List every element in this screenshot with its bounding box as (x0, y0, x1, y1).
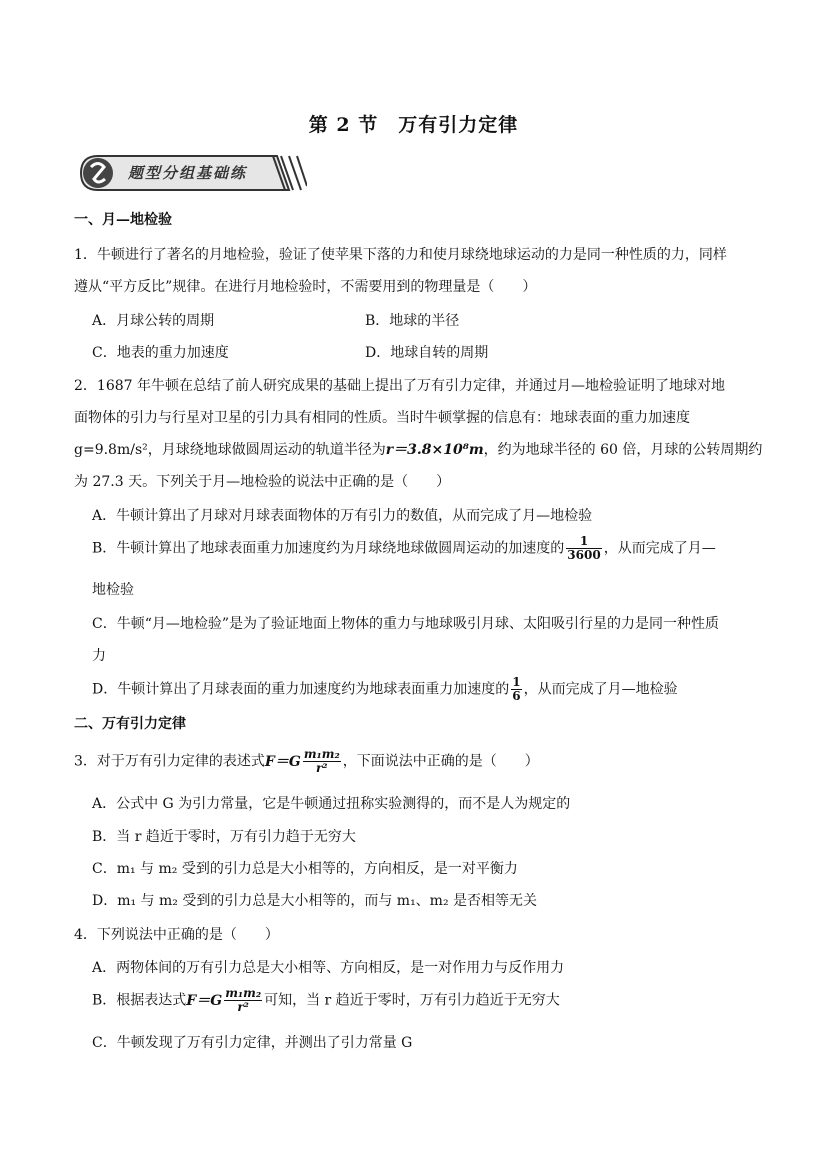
q2-fraction-1-3600 (566, 535, 601, 562)
q3-stem (74, 748, 539, 775)
formula-fraction (303, 748, 341, 775)
fraction-denominator: r² (237, 1000, 249, 1014)
q3-gravitation-formula (264, 747, 343, 775)
formula-left: F＝G (186, 992, 223, 1009)
q3-option-c: C．m₁ 与 m₂ 受到的引力总是大小相等的，方向相反，是一对平衡力 (92, 861, 518, 877)
q2-option-c-line1: C．牛顿“月—地检验”是为了验证地面上物体的重力与地球吸引月球、太阳吸引行星的力是同一种性质 (92, 616, 720, 632)
formula-left: F＝G (264, 753, 301, 770)
q2-line4: 为 27.3 天。下列关于月—地检验的说法中正确的是（ ） (74, 474, 451, 490)
q1-line2: 遵从“平方反比”规律。在进行月地检验时，不需要用到的物理量是（ ） (74, 279, 537, 295)
q3-option-b: B．当 r 趋近于零时，万有引力趋于无穷大 (92, 829, 356, 845)
q1-option-c: C．地表的重力加速度 (92, 345, 229, 361)
q4-option-a: A．两物体间的万有引力总是大小相等、方向相反，是一对作用力与反作用力 (92, 960, 565, 976)
section-heading-2: 二、万有引力定律 (74, 716, 186, 732)
q1-option-d: D．地球自转的周期 (365, 345, 489, 361)
q2-option-b-post: ，从而完成了月— (603, 540, 716, 557)
fraction-numerator: m₁m₂ (303, 747, 340, 761)
q2-line3-pre: g=9.8m/s²，月球绕地球做圆周运动的轨道半径为 (74, 442, 386, 458)
q4-option-c: C．牛顿发现了万有引力定律，并测出了引力常量 G (92, 1035, 413, 1051)
banner-label: 题型分组基础练 (128, 164, 248, 182)
q1-line1: 1．牛顿进行了著名的月地检验，验证了使苹果下落的力和使月球绕地球运动的力是同一种性质的力，同样 (74, 247, 727, 263)
q3-stem-post: ，下面说法中正确的是（ ） (342, 753, 539, 770)
q2-orbit-radius-formula: r＝3.8×10⁸m (385, 442, 484, 458)
q4-option-b (92, 987, 560, 1014)
q2-option-b-pre: B．牛顿计算出了地球表面重力加速度约为月球绕地球做圆周运动的加速度的 (92, 540, 565, 557)
fraction-denominator: 6 (512, 689, 521, 703)
q2-option-b-line2: 地检验 (92, 582, 134, 598)
q2-option-d-post: ，从而完成了月—地检验 (523, 681, 678, 698)
fraction-numerator: 1 (566, 535, 601, 549)
q2-line1: 2．1687 年牛顿在总结了前人研究成果的基础上提出了万有引力定律，并通过月—地检验证明了地球对地 (74, 378, 725, 394)
q4-gravitation-formula (186, 986, 264, 1014)
q2-option-d (92, 676, 678, 703)
q3-option-d: D．m₁ 与 m₂ 受到的引力总是大小相等的，而与 m₁、m₂ 是否相等无关 (92, 893, 538, 909)
q2-line2: 面物体的引力与行星对卫星的引力具有相同的性质。当时牛顿掌握的信息有：地球表面的重力加速度 (74, 410, 690, 426)
q2-fraction-1-6 (511, 676, 521, 703)
fraction-denominator: r² (315, 761, 328, 775)
q4-option-b-post: 可知，当 r 趋近于零时，万有引力趋近于无穷大 (264, 992, 560, 1009)
formula-fraction (224, 987, 262, 1014)
q3-option-a: A．公式中 G 为引力常量，它是牛顿通过扭称实验测得的，而不是人为规定的 (92, 796, 571, 812)
q2-option-a: A．牛顿计算出了月球对月球表面物体的万有引力的数值，从而完成了月—地检验 (92, 508, 593, 524)
fraction-numerator: m₁m₂ (225, 986, 262, 1000)
fraction-denominator: 3600 (567, 548, 601, 562)
q4-option-b-pre: B．根据表达式 (92, 992, 187, 1009)
q2-option-c-line2: 力 (92, 648, 106, 664)
q4-stem: 4．下列说法中正确的是（ ） (74, 927, 279, 943)
q1-option-b: B．地球的半径 (365, 313, 460, 329)
q2-line3-post: ，约为地球半径的 60 倍，月球的公转周期约 (483, 442, 763, 458)
q2-line3 (74, 439, 762, 459)
q2-option-b (92, 535, 716, 562)
page-title: 第 2 节 万有引力定律 (308, 114, 519, 136)
q2-option-d-pre: D．牛顿计算出了月球表面的重力加速度约为地球表面重力加速度的 (92, 681, 510, 698)
q1-option-a: A．月球公转的周期 (92, 313, 215, 329)
q3-stem-pre: 3．对于万有引力定律的表述式 (74, 753, 265, 770)
section-heading-1: 一、月—地检验 (74, 212, 172, 228)
fraction-numerator: 1 (512, 675, 521, 689)
